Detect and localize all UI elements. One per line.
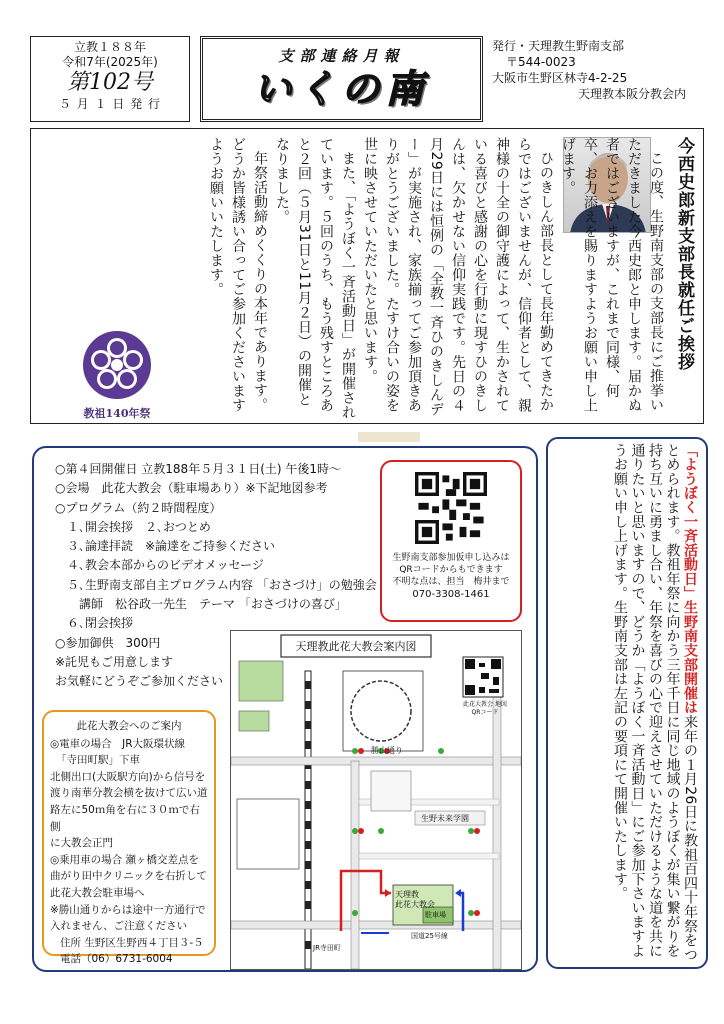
church-label: 天理教: [395, 890, 419, 899]
program-heading: ○プログラム（約２時間程度）: [55, 500, 222, 515]
tape-decoration: [358, 432, 420, 442]
venue-map: [230, 630, 522, 970]
station-label: JR寺田町: [313, 944, 341, 952]
issue-date: ５ 月 １ 日 発 行: [58, 97, 162, 111]
church-label: 此花大教会: [395, 900, 435, 909]
invitation-line: お気軽にどうぞご参加ください: [55, 674, 224, 689]
address-line: 住所 生野区生野西４丁目３-５: [60, 936, 204, 949]
fee-line: ○参加御供 300円: [55, 635, 161, 650]
access-line: 路左に50ｍ角を右に３０ｍで右側: [50, 803, 200, 833]
article-paragraph: また、「ようぼく一斉活動日」が開催されています。５回のうち、もう残すところあと２回（５月31日と11月２日）の開催となりました。: [274, 137, 356, 420]
greeting-article: [30, 128, 704, 424]
map-qr-label: QRコード: [471, 709, 499, 716]
access-line: 曲がり田中クリニックを右折して: [50, 870, 207, 883]
access-line: ◎電車の場合 JR大阪環状線: [50, 737, 186, 750]
masthead: [200, 36, 483, 122]
contact-phone: 070-3308-1461: [412, 589, 490, 600]
postal-code: 〒544-0023: [506, 55, 576, 69]
access-line: 「寺田町駅」下車: [56, 754, 140, 767]
access-guide-box: [42, 710, 216, 966]
event-date-line: ○第４回開催日 立教188年５月３１日(土) 午後1時～: [55, 462, 342, 476]
article-title: 今西史郎新支部長就任ご挨拶: [674, 137, 694, 371]
program-item: ６､閉会挨拶: [67, 616, 134, 631]
notice-text: [611, 443, 699, 965]
parking-label: 駐車場: [425, 911, 446, 919]
program-item: ５､生野南支部自主プログラム内容 「おさづけ」の勉強会: [67, 577, 377, 592]
article-paragraph: 年祭活動締めくくりの本年であります。どうか皆様誘い合ってご参加くださいますようお願いいたします。: [208, 137, 268, 413]
article-body: [205, 137, 667, 421]
publisher-info: [492, 38, 702, 102]
childcare-line: ※託児もご用意します: [55, 654, 174, 669]
access-line: 渡り南華分教会横を抜けて広い道: [50, 787, 208, 800]
notice-body: 来年の１月26日に教祖百四十年祭をつとめられます。教祖年祭に向かう三年千日に同じ地域のようぼくが集い繋がりを持ち互いに勇まし合い、年祭を喜びの心で迎えさせていただけるような道を共に通りたいと思いますので、どうか「ようぼく一斉活動日」にご参加下さいますようお願い申し上げます。生野南支部は左記の要項にて開催いたします。: [612, 443, 698, 962]
map-drawing: [231, 631, 521, 969]
notice-title: 「ようぼく一斉活動日」生野南支部開催は: [682, 443, 698, 715]
address: 大阪市生野区林寺4-2-25: [492, 71, 628, 85]
article-paragraph: この度、生野南支部の支部長にご推挙いただきました今西史郎と申します。届かぬ者ではございますが、これまで同様、何卒、お力添えを賜りますようお願い申し上げます。: [560, 137, 664, 413]
access-line: に大教会正門: [50, 837, 113, 850]
qr-caption: 生野南支部参加仮申し込みは: [392, 553, 510, 563]
western-year: 令和7年(2025年): [62, 55, 158, 69]
article-paragraph: ひのきしん部長として長年勤めてきたからではございませんが、信仰者として、親神様の十全の御守護によって、生かされている喜びと感謝の心を行動に現すひのきしんは、欠かせない信仰実践です。先日の４月29日には恒例の「全教一斉ひのきしんデー」が実施され、家族揃ってご参加頂きありがとうございました。たすけ合いの姿を世に映させていただいたと思います。: [362, 137, 554, 417]
registration-qr-icon[interactable]: [415, 472, 487, 544]
event-venue-line: ○会場 此花大教会（駐車場あり）※下記地図参考: [55, 481, 328, 496]
registration-qr-box: [380, 460, 522, 622]
issue-number: 第102号: [67, 70, 153, 95]
masthead-title: いくの南: [253, 66, 430, 111]
masthead-subtitle: 支部連絡月報: [278, 47, 405, 65]
access-line: 此花大教会駐車場へ: [50, 886, 145, 899]
address-church: 天理教本阪分教会内: [577, 87, 686, 101]
access-line: 北側出口(大阪駅方向)から信号を: [50, 770, 206, 783]
map-title: 天理教此花大教会案内図: [295, 640, 417, 653]
anniversary-emblem: [69, 329, 165, 421]
access-line: ※勝山通りからは途中一方通行で: [50, 903, 206, 916]
access-line: ◎乗用車の場合 瀬ヶ橋交差点を: [50, 853, 199, 866]
access-line: 入れません、ご注意ください: [50, 920, 188, 933]
road-label-katsuyama: 勝山通り: [371, 746, 403, 755]
program-item: ３､論達拝読 ※論達をご持参ください: [67, 539, 276, 554]
activity-day-notice: [546, 437, 708, 969]
road-label-main: 国道25号線: [411, 932, 448, 940]
school-label: 生野未来学園: [421, 814, 469, 823]
plum-blossom-icon: [81, 329, 153, 401]
program-item: ４､教会本部からのビデオメッセージ: [67, 558, 264, 573]
era-year: 立教１８８年: [73, 40, 146, 54]
qr-caption: QRコードからもできます: [399, 565, 503, 575]
emblem-caption: 教祖140年祭: [83, 407, 151, 420]
issue-info-box: [30, 36, 190, 122]
access-heading: 此花大教会へのご案内: [76, 720, 182, 732]
program-item: １､開会挨拶 ２､おつとめ: [67, 519, 211, 534]
lecturer-line: 講師 松谷政一先生 テーマ 「おさづけの喜び」: [79, 597, 347, 612]
qr-caption: 不明な点は、担当 梅井まで: [392, 577, 510, 587]
map-qr-label: 此花大教会 地図: [463, 701, 507, 708]
phone-line: 電話（06）6731-6004: [60, 953, 173, 966]
publisher-name: 発行・天理教生野南支部: [492, 39, 625, 53]
